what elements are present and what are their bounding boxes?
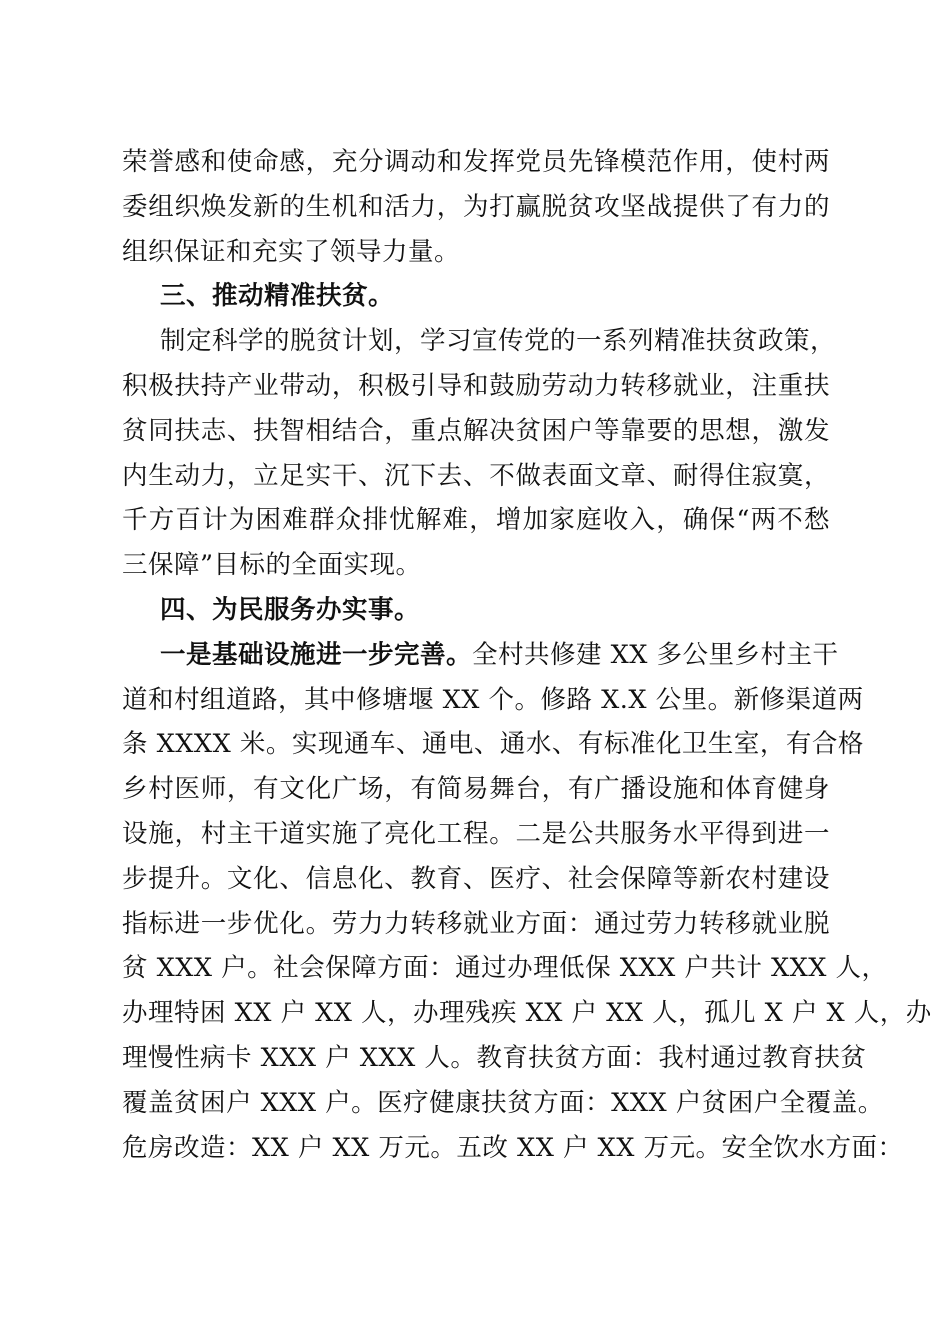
body-line: 积极扶持产业带动，积极引导和鼓励劳动力转移就业，注重扶 [122, 370, 830, 401]
body-line: 理慢性病卡 XXX 户 XXX 人。教育扶贫方面：我村通过教育扶贫 [122, 1042, 867, 1073]
body-line: 千方百计为困难群众排忧解难，增加家庭收入，确保“两不愁 [122, 505, 830, 536]
body-line: 组织保证和充实了领导力量。 [122, 236, 461, 267]
body-line: 贫 XXX 户。社会保障方面：通过办理低保 XXX 户共计 XXX 人， [122, 953, 888, 984]
body-line: 设施，村主干道实施了亮化工程。二是公共服务水平得到进一 [122, 818, 830, 849]
body-line: 办理特困 XX 户 XX 人，办理残疾 XX 户 XX 人，孤儿 X 户 X 人，办 [122, 998, 932, 1029]
body-line: 三保障”目标的全面实现。 [122, 550, 422, 581]
document-body [122, 140, 932, 1170]
lead-phrase: 一是基础设施进一步完善。 [160, 639, 473, 670]
body-line: 危房改造：XX 户 XX 万元。五改 XX 户 XX 万元。安全饮水方面： [122, 1132, 904, 1163]
body-line: 道和村组道路，其中修塘堰 XX 个。修路 X.X 公里。新修渠道两 [122, 684, 864, 715]
body-line: 指标进一步优化。劳力力转移就业方面：通过劳力转移就业脱 [122, 908, 830, 939]
body-line: 覆盖贫困户 XXX 户。医疗健康扶贫方面：XXX 户贫困户全覆盖。 [122, 1087, 884, 1118]
section-heading-4: 四、为民服务办实事。 [160, 594, 421, 625]
body-line: 荣誉感和使命感，充分调动和发挥党员先锋模范作用，使村两 [122, 147, 830, 177]
body-line [122, 633, 839, 678]
body-line: 贫同扶志、扶智相结合，重点解决贫困户等靠要的思想，激发 [122, 415, 830, 446]
body-line: 制定科学的脱贫计划，学习宣传党的一系列精准扶贫政策， [160, 326, 837, 357]
body-line: 步提升。文化、信息化、教育、医疗、社会保障等新农村建设 [122, 863, 830, 894]
body-line: 乡村医师，有文化广场，有简易舞台，有广播设施和体育健身 [122, 774, 830, 805]
body-line: 条 XXXX 米。实现通车、通电、通水、有标准化卫生室，有合格 [122, 729, 864, 760]
body-line: 内生动力，立足实干、沉下去、不做表面文章、耐得住寂寞， [122, 460, 830, 491]
section-heading-3: 三、推动精准扶贫。 [160, 281, 395, 312]
body-line-rest: 全村共修建 XX 多公里乡村主干 [472, 639, 839, 670]
body-line: 委组织焕发新的生机和活力，为打赢脱贫攻坚战提供了有力的 [122, 191, 830, 222]
